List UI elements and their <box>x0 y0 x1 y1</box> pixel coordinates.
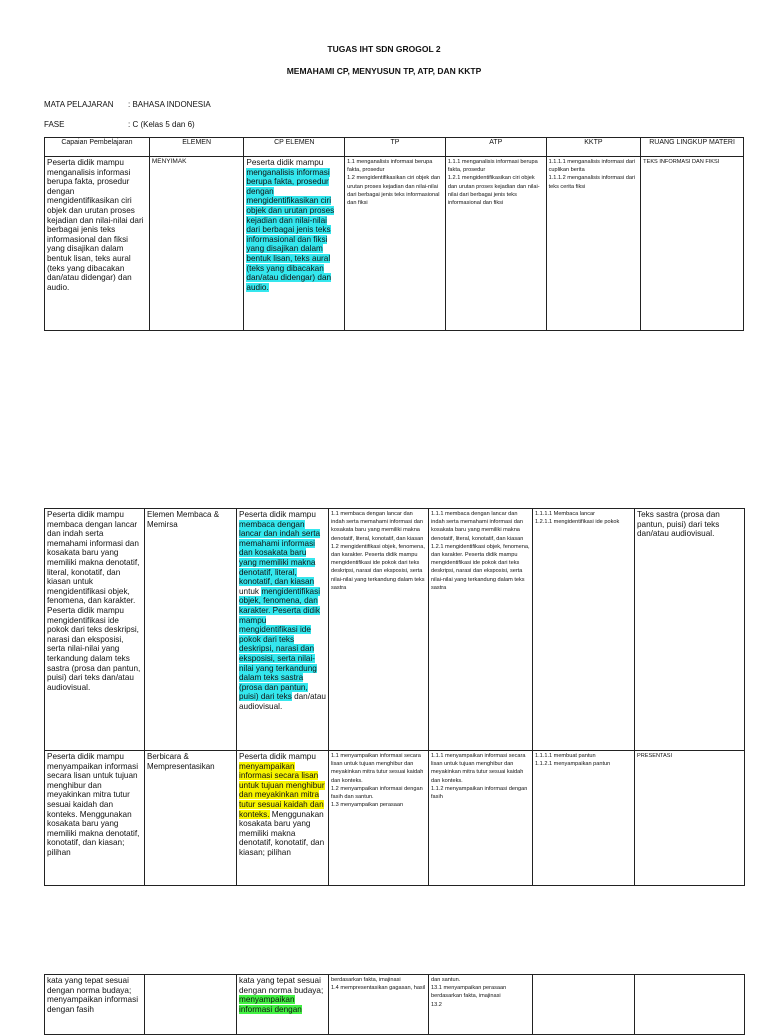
cp-elemen-cell <box>237 509 329 751</box>
column-header-cp-elemen: CP ELEMEN <box>244 138 345 157</box>
atp-cell: 1.1.1 membaca dengan lancar dan indah serta memahami informasi dan kosakata baru yang memiliki makna denotatif, literal, konotatif, dan kiasan 1.2.1 mengidentifikasi objek, fenomena, dan karakter. Peserta didik mampu mengidentifikasi ide pokok dari teks deskripsi, narasi dan eksposisi, serta nilai-nilai yang terkandung dalam teks sastra <box>429 509 533 751</box>
column-header-cp: Capaian Pembelajaran <box>45 138 150 157</box>
kktp-cell: 1.1.1.1 menganalisis informasi dari cuplikan berita 1.1.1.2 menganalisis informasi dari teks cerita fiksi <box>546 157 641 331</box>
cp-elemen-cell <box>244 157 345 331</box>
cp-elemen-text: kata yang tepat sesuai dengan norma budaya; <box>239 976 324 995</box>
highlighted-text: menyampaikan informasi dengan <box>239 995 302 1014</box>
highlighted-text: membaca dengan lancar dan indah <box>239 519 305 539</box>
materi-cell: Teks sastra (prosa dan pantun, puisi) dari teks dan/atau audiovisual. <box>635 509 745 751</box>
highlighted-text: menganalisis informasi berupa fakta, prosedur dengan <box>246 167 330 196</box>
cp-elemen-text: Peserta didik mampu <box>239 752 316 761</box>
document-subtitle: MEMAHAMI CP, MENYUSUN TP, ATP, DAN KKTP <box>286 66 482 76</box>
table-row <box>45 975 745 1035</box>
cp-cell: Peserta didik mampu menganalisis informasi berupa fakta, prosedur dengan mengidentifikasikan ciri objek dan urutan proses kejadian dan nilai-nilai dari berbagai jenis teks informasional dan fiksi yang disajikan dalam bentuk lisan, teks aural (teks yang dibacakan dan/atau didengar) dan audio. <box>45 157 150 331</box>
kktp-cell: 1.1.1.1 Membaca lancar 1.2.1.1 mengidentifikasi ide pokok <box>533 509 635 751</box>
table-row <box>45 751 745 886</box>
cp-cell: Peserta didik mampu membaca dengan lancar dan indah serta memahami informasi dan kosakata baru yang memiliki makna denotatif, literal, konotatif, dan kiasan untuk mengidentifikasi objek, fenomena, dan karakter. Peserta didik mampu mengidentifikasi ide pokok dari teks deskripsi, narasi dan eksposisi, serta nilai-nilai yang terkandung dalam teks sastra (prosa dan pantun, puisi) dari teks dan/atau audiovisual. <box>45 509 145 751</box>
atp-cell: 1.1.1 menyampaikan informasi secara lisan untuk tujuan menghibur dan meyakinkan mitra tutur sesuai kaidah dan konteks. 1.1.2 menyampaikan informasi dengan fasih <box>429 751 533 886</box>
document-title: TUGAS IHT SDN GROGOL 2 <box>327 44 441 54</box>
tp-cell: 1.1 menganalisis informasi berupa fakta, prosedur 1.2 mengidentifikasikan ciri objek dan urutan proses kejadian dan nilai-nilai dari berbagai jenis teks informasional dan fiksi <box>345 157 446 331</box>
atp-cell: 1.1.1 menganalisis informasi berupa fakta, prosedur 1.2.1 mengidentifikasikan ciri objek dan urutan proses kejadian dan nilai-nilai dari berbagai jenis teks informasional dan fiksi <box>445 157 546 331</box>
materi-cell <box>635 975 745 1035</box>
cp-table-page1 <box>44 137 744 331</box>
materi-cell: TEKS INFORMASI DAN FIKSI <box>641 157 744 331</box>
column-header-atp: ATP <box>445 138 546 157</box>
cp-elemen-cell <box>237 975 329 1035</box>
atp-cell: dan santun. 13.1 menyampaikan perasaan berdasarkan fakta, imajinasi 13.2 <box>429 975 533 1035</box>
tp-cell: 1.1 menyampaikan informasi secara lisan untuk tujuan menghibur dan meyakinkan mitra tutur sesuai kaidah dan konteks. 1.2 menyampaikan informasi dengan fasih dan santun. 1.3 menyampaikan perasaan <box>329 751 429 886</box>
column-header-elemen: ELEMEN <box>149 138 244 157</box>
cp-table-page2 <box>44 508 745 886</box>
subject-label: MATA PELAJARAN <box>44 100 114 109</box>
elemen-cell: Elemen Membaca & Memirsa <box>145 509 237 751</box>
cp-elemen-text: Peserta didik mampu <box>246 158 324 167</box>
highlighted-text: mengidentifikasikan ciri objek dan urutan proses kejadian dan nilai-nilai dari berbagai jenis teks informasional dan fiksi yang disajikan dalam bentuk lisan, teks aural (teks yang dibacakan dan/atau didengar) dan audio. <box>246 196 335 292</box>
elemen-cell: MENYIMAK <box>149 157 244 331</box>
highlighted-text: serta memahami informasi dan kosakata baru yang memiliki makna denotatif, literal, konotatif, dan kiasan <box>239 529 321 587</box>
elemen-cell: Berbicara & Mempresentasikan <box>145 751 237 886</box>
highlighted-text: mengidentifikasi objek, fenomena, dan karakter. Peserta didik mampu mengidentifikasi ide pokok dari teks deskripsi, narasi dan eksposisi, serta nilai-nilai yang terkandung dalam teks sastra (prosa dan pantun, puisi) dari teks <box>239 586 321 702</box>
subject-value: : BAHASA INDONESIA <box>128 100 211 109</box>
phase-label: FASE <box>44 120 65 129</box>
cp-elemen-text: untuk <box>239 586 262 596</box>
cp-elemen-text: dan/atau audiovisual. <box>239 692 326 711</box>
cp-elemen-text: Peserta didik mampu <box>239 510 316 519</box>
materi-cell: PRESENTASI <box>635 751 745 886</box>
column-header-materi: RUANG LINGKUP MATERI <box>641 138 744 157</box>
table-header-row <box>45 138 744 157</box>
column-header-kktp: KKTP <box>546 138 641 157</box>
phase-value: : C (Kelas 5 dan 6) <box>128 120 195 129</box>
table-row <box>45 157 744 331</box>
cp-table-page3 <box>44 974 745 1035</box>
tp-cell: berdasarkan fakta, imajinasi 1.4 mempresentasikan gagasan, hasil <box>329 975 429 1035</box>
kktp-cell <box>533 975 635 1035</box>
kktp-cell: 1.1.1.1 membuat pantun 1.1.2.1 menyampaikan pantun <box>533 751 635 886</box>
cp-cell: kata yang tepat sesuai dengan norma budaya; menyampaikan informasi dengan fasih <box>45 975 145 1035</box>
cp-elemen-cell <box>237 751 329 886</box>
highlighted-text: menyampaikan informasi secara lisan untuk tujuan menghibur dan meyakinkan mitra tutur sesuai kaidah dan konteks. <box>239 761 325 819</box>
table-row <box>45 509 745 751</box>
elemen-cell <box>145 975 237 1035</box>
column-header-tp: TP <box>345 138 446 157</box>
cp-cell: Peserta didik mampu menyampaikan informasi secara lisan untuk tujuan menghibur dan meyakinkan mitra tutur sesuai kaidah dan konteks. Menggunakan kosakata baru yang memiliki makna denotatif, konotatif, dan kiasan; pilihan <box>45 751 145 886</box>
tp-cell: 1.1 membaca dengan lancar dan indah serta memahami informasi dan kosakata baru yang memiliki makna denotatif, literal, konotatif, dan kiasan 1.2 mengidentifikasi objek, fenomena, dan karakter. Peserta didik mampu mengidentifikasi ide pokok dari teks deskripsi, narasi dan eksposisi, serta nilai-nilai yang terkandung dalam teks sastra <box>329 509 429 751</box>
cp-elemen-text: Menggunakan kosakata baru yang memiliki makna denotatif, konotatif, dan kiasan; pilihan <box>239 809 325 857</box>
